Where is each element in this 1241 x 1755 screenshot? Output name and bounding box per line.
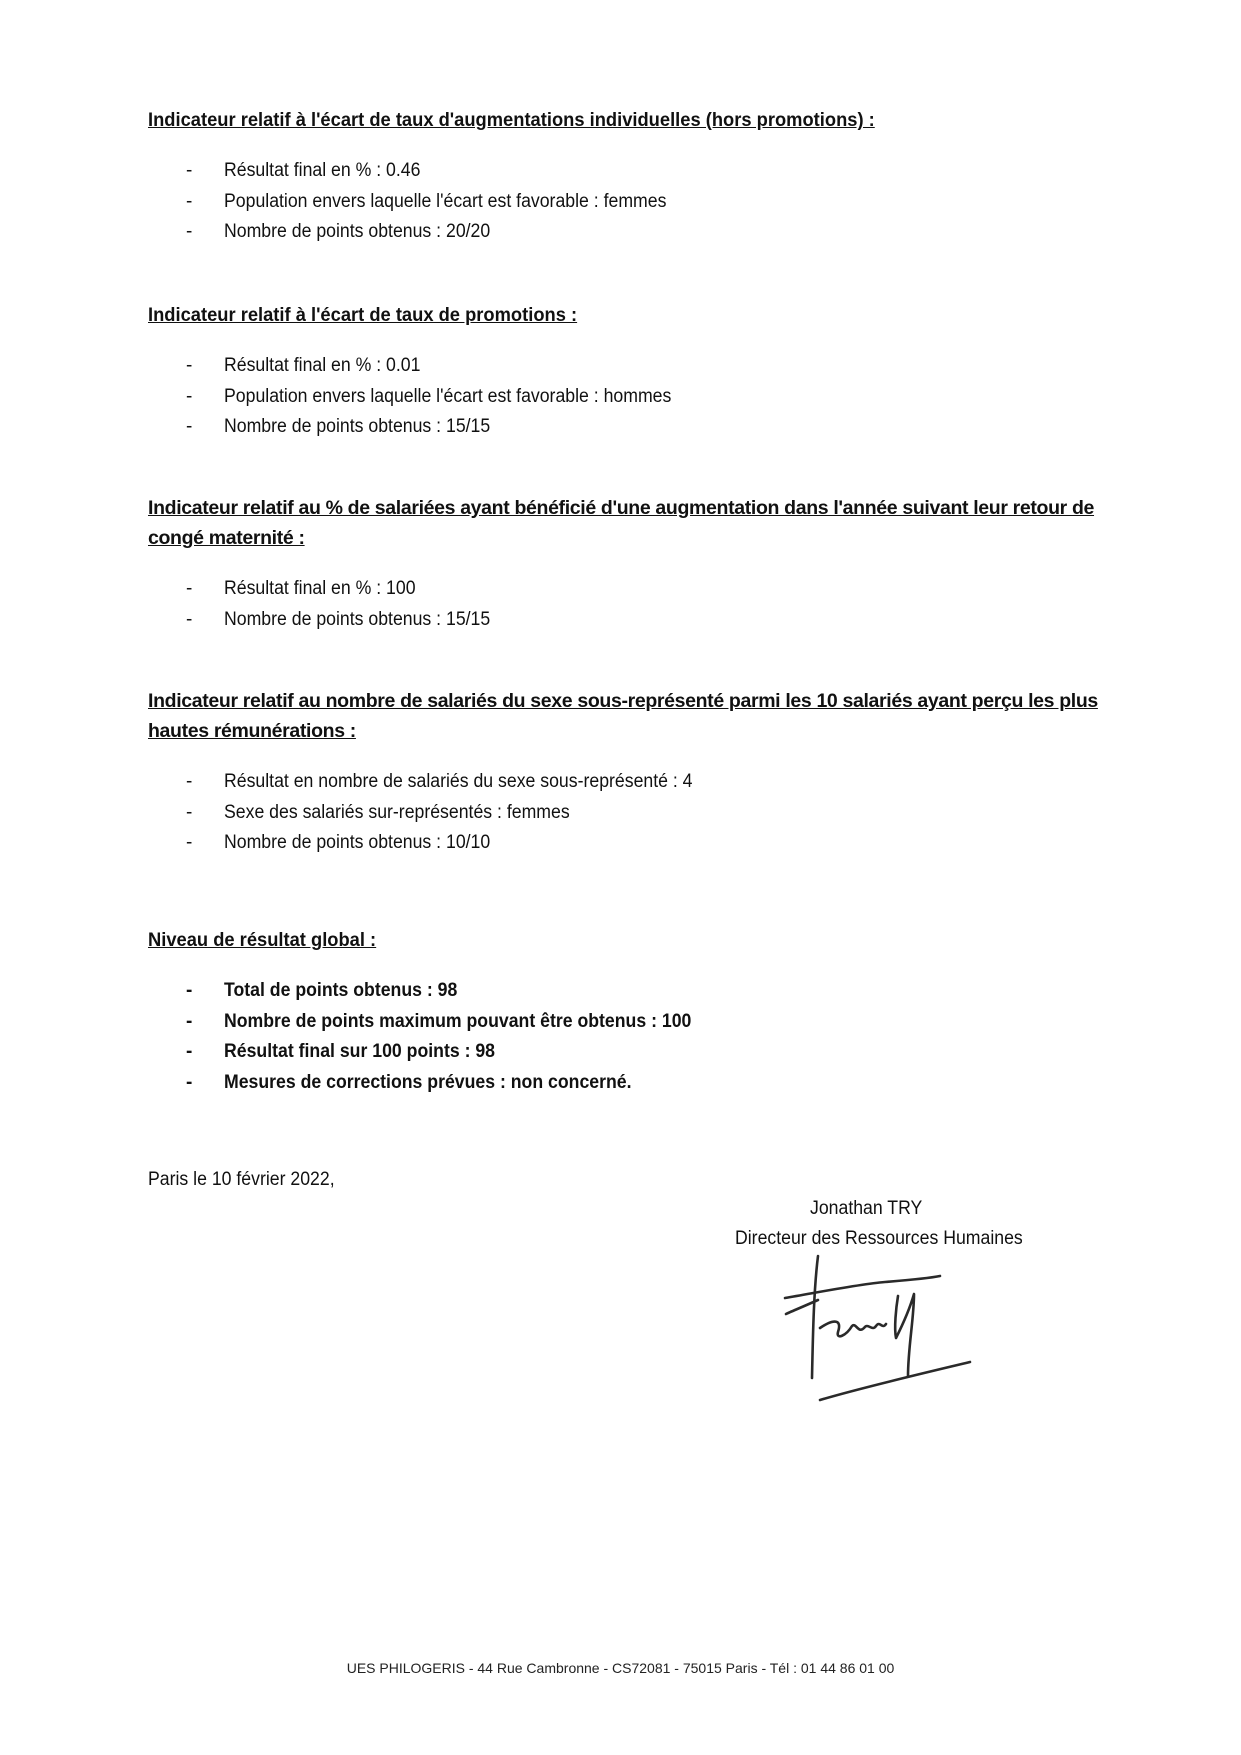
signature-image bbox=[780, 1248, 980, 1418]
bullet-dash: - bbox=[186, 771, 193, 792]
list-item: - Population envers laquelle l'écart est favorable : hommes bbox=[148, 382, 1098, 413]
section-promotions bbox=[148, 300, 1098, 443]
section-top-earners bbox=[148, 686, 1098, 859]
signature-stroke bbox=[820, 1362, 970, 1400]
bullet-dash: - bbox=[186, 190, 193, 212]
bullet-dash: - bbox=[186, 1041, 193, 1062]
bullet-dash: - bbox=[186, 1010, 193, 1032]
bullet-dash: - bbox=[186, 1071, 193, 1093]
list-item: - Nombre de points obtenus : 10/10 bbox=[148, 828, 1098, 859]
list-item: - Total de points obtenus : 98 bbox=[148, 976, 1098, 1007]
section-heading: Indicateur relatif à l'écart de taux d'augmentations individuelles (hors promotions) : bbox=[148, 109, 875, 131]
list-item: - Résultat en nombre de salariés du sexe sous-représenté : 4 bbox=[148, 767, 1098, 798]
list-item: - Nombre de points obtenus : 15/15 bbox=[148, 605, 1098, 636]
signature-stroke bbox=[812, 1256, 818, 1378]
list-item: - Résultat final en % : 0.46 bbox=[148, 156, 1098, 187]
signer-name: Jonathan TRY bbox=[810, 1198, 923, 1219]
bullet-dash: - bbox=[186, 578, 193, 599]
signer-title: Directeur des Ressources Humaines bbox=[735, 1228, 1023, 1249]
signature-stroke bbox=[820, 1322, 886, 1337]
bullet-dash: - bbox=[186, 355, 193, 376]
section-maternity-leave bbox=[148, 493, 1098, 635]
list-item: - Nombre de points obtenus : 20/20 bbox=[148, 217, 1098, 248]
list-item: - Mesures de corrections prévues : non concerné. bbox=[148, 1068, 1098, 1099]
list-item: - Nombre de points maximum pouvant être obtenus : 100 bbox=[148, 1007, 1098, 1038]
section-heading: Indicateur relatif à l'écart de taux de promotions : bbox=[148, 304, 578, 326]
signature-stroke bbox=[785, 1276, 940, 1298]
section-items bbox=[148, 767, 1098, 859]
section-items bbox=[148, 574, 1098, 635]
bullet-dash: - bbox=[186, 608, 193, 630]
place-date: Paris le 10 février 2022, bbox=[148, 1169, 335, 1190]
section-items bbox=[148, 351, 1098, 443]
bullet-dash: - bbox=[186, 221, 193, 242]
list-item: - Sexe des salariés sur-représentés : femmes bbox=[148, 798, 1098, 829]
list-item: - Nombre de points obtenus : 15/15 bbox=[148, 412, 1098, 443]
list-item: - Résultat final sur 100 points : 98 bbox=[148, 1037, 1098, 1068]
signature-stroke bbox=[895, 1294, 914, 1376]
section-global-result bbox=[148, 925, 1098, 1098]
bullet-dash: - bbox=[186, 160, 193, 181]
page-footer: UES PHILOGERIS - 44 Rue Cambronne - CS72081 - 75015 Paris - Tél : 01 44 86 01 00 bbox=[346, 1660, 895, 1676]
section-heading: Indicateur relatif au % de salariées ayant bénéficié d'une augmentation dans l'année suivant leur retour de congé maternité : bbox=[148, 497, 1095, 549]
bullet-dash: - bbox=[186, 980, 193, 1001]
section-heading: Indicateur relatif au nombre de salariés du sexe sous-représenté parmi les 10 salariés ayant perçu les plus hautes rémunérations : bbox=[148, 690, 1098, 742]
bullet-dash: - bbox=[186, 416, 193, 437]
section-items bbox=[148, 156, 1098, 248]
list-item: - Population envers laquelle l'écart est favorable : femmes bbox=[148, 187, 1098, 218]
section-heading: Niveau de résultat global : bbox=[148, 929, 377, 951]
section-items bbox=[148, 976, 1098, 1098]
list-item: - Résultat final en % : 100 bbox=[148, 574, 1098, 605]
bullet-dash: - bbox=[186, 385, 193, 407]
section-individual-raises bbox=[148, 105, 1098, 248]
list-item: - Résultat final en % : 0.01 bbox=[148, 351, 1098, 382]
bullet-dash: - bbox=[186, 801, 193, 823]
bullet-dash: - bbox=[186, 832, 193, 853]
